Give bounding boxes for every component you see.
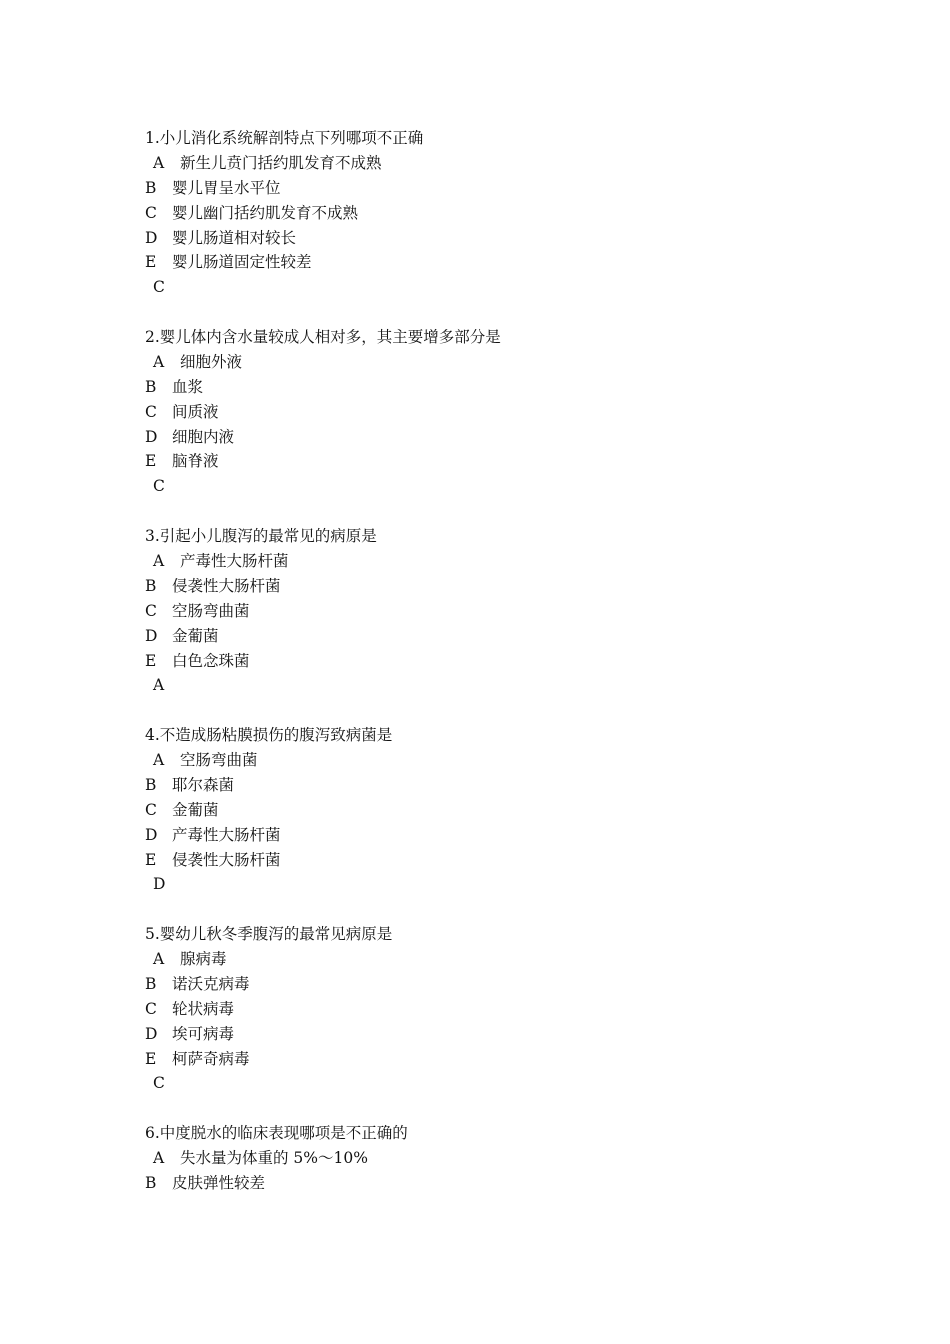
question-block bbox=[145, 524, 845, 698]
question-stem: 1.小儿消化系统解剖特点下列哪项不正确 bbox=[145, 129, 424, 147]
option-text: 失水量为体重的 5%～10% bbox=[180, 1149, 368, 1168]
question-block bbox=[145, 126, 845, 300]
option-letter: A bbox=[153, 153, 165, 172]
option-text: 空肠弯曲菌 bbox=[172, 601, 250, 620]
option-d bbox=[145, 226, 845, 251]
option-d bbox=[145, 823, 845, 848]
option-letter: B bbox=[145, 377, 157, 396]
option-text: 金葡菌 bbox=[172, 626, 219, 645]
question-stem: 4.不造成肠粘膜损伤的腹泻致病菌是 bbox=[145, 726, 393, 745]
option-letter: E bbox=[145, 651, 157, 670]
answer-key: C bbox=[153, 1074, 165, 1093]
option-letter: C bbox=[145, 999, 157, 1018]
option-text: 产毒性大肠杆菌 bbox=[172, 825, 281, 844]
option-b bbox=[145, 574, 845, 599]
question-block bbox=[145, 922, 845, 1096]
option-text: 婴儿胃呈水平位 bbox=[172, 178, 281, 197]
answer-key: C bbox=[153, 278, 165, 297]
option-letter: B bbox=[145, 775, 157, 794]
question-stem: 5.婴幼儿秋冬季腹泻的最常见病原是 bbox=[145, 925, 393, 944]
option-text: 新生儿贲门括约肌发育不成熟 bbox=[180, 153, 382, 172]
option-b bbox=[145, 176, 845, 201]
option-e bbox=[145, 1047, 845, 1072]
question-list bbox=[145, 126, 845, 1221]
question-stem: 6.中度脱水的临床表现哪项是不正确的 bbox=[145, 1124, 408, 1143]
question-block bbox=[145, 325, 845, 499]
option-a bbox=[145, 151, 845, 176]
question-stem: 3.引起小儿腹泻的最常见的病原是 bbox=[145, 527, 377, 546]
option-d bbox=[145, 1022, 845, 1047]
option-text: 婴儿肠道相对较长 bbox=[172, 228, 297, 247]
option-letter: D bbox=[145, 825, 158, 844]
option-text: 侵袭性大肠杆菌 bbox=[172, 850, 281, 869]
option-e bbox=[145, 649, 845, 674]
option-text: 耶尔森菌 bbox=[172, 775, 235, 794]
option-letter: C bbox=[145, 203, 157, 222]
option-text: 产毒性大肠杆菌 bbox=[180, 551, 289, 570]
option-e bbox=[145, 848, 845, 873]
option-letter: B bbox=[145, 576, 157, 595]
option-letter: E bbox=[145, 452, 157, 471]
option-letter: B bbox=[145, 178, 157, 197]
option-a bbox=[145, 748, 845, 773]
option-a bbox=[145, 947, 845, 972]
option-text: 金葡菌 bbox=[172, 800, 219, 819]
option-text: 婴儿肠道固定性较差 bbox=[172, 253, 312, 272]
option-b bbox=[145, 1171, 845, 1196]
option-letter: B bbox=[145, 1173, 157, 1192]
option-text: 细胞外液 bbox=[180, 352, 243, 371]
option-e bbox=[145, 449, 845, 474]
option-letter: D bbox=[145, 228, 158, 247]
option-letter: C bbox=[145, 800, 157, 819]
option-text: 细胞内液 bbox=[172, 427, 235, 446]
option-letter: A bbox=[153, 750, 165, 769]
option-text: 埃可病毒 bbox=[172, 1024, 235, 1043]
option-text: 血浆 bbox=[172, 377, 204, 396]
answer-key: A bbox=[153, 676, 165, 695]
option-text: 诺沃克病毒 bbox=[172, 974, 250, 993]
option-letter: E bbox=[145, 850, 157, 869]
option-c bbox=[145, 201, 845, 226]
question-stem: 2.婴儿体内含水量较成人相对多，其主要增多部分是 bbox=[145, 328, 501, 347]
option-text: 脑脊液 bbox=[172, 452, 219, 471]
option-e bbox=[145, 250, 845, 275]
option-letter: E bbox=[145, 253, 157, 272]
option-b bbox=[145, 375, 845, 400]
option-c bbox=[145, 400, 845, 425]
option-text: 婴儿幽门括约肌发育不成熟 bbox=[172, 203, 359, 222]
option-c bbox=[145, 798, 845, 823]
option-text: 腺病毒 bbox=[180, 950, 227, 969]
option-letter: A bbox=[153, 950, 165, 969]
option-text: 皮肤弹性较差 bbox=[172, 1173, 266, 1192]
option-a bbox=[145, 549, 845, 574]
option-b bbox=[145, 773, 845, 798]
answer-key: C bbox=[153, 477, 165, 496]
option-text: 轮状病毒 bbox=[172, 999, 235, 1018]
question-block bbox=[145, 723, 845, 897]
answer-key: D bbox=[153, 875, 166, 894]
option-text: 柯萨奇病毒 bbox=[172, 1049, 250, 1068]
option-text: 白色念珠菌 bbox=[172, 651, 250, 670]
option-letter: E bbox=[145, 1049, 157, 1068]
option-a bbox=[145, 1146, 845, 1171]
question-block bbox=[145, 1121, 845, 1196]
option-letter: A bbox=[153, 352, 165, 371]
option-letter: C bbox=[145, 402, 157, 421]
option-text: 间质液 bbox=[172, 402, 219, 421]
option-letter: D bbox=[145, 626, 158, 645]
option-a bbox=[145, 350, 845, 375]
option-letter: D bbox=[145, 1024, 158, 1043]
option-letter: C bbox=[145, 601, 157, 620]
option-letter: B bbox=[145, 974, 157, 993]
option-text: 侵袭性大肠杆菌 bbox=[172, 576, 281, 595]
option-d bbox=[145, 624, 845, 649]
option-text: 空肠弯曲菌 bbox=[180, 750, 258, 769]
option-d bbox=[145, 425, 845, 450]
option-c bbox=[145, 599, 845, 624]
option-b bbox=[145, 972, 845, 997]
option-c bbox=[145, 997, 845, 1022]
option-letter: D bbox=[145, 427, 158, 446]
option-letter: A bbox=[153, 1149, 165, 1168]
option-letter: A bbox=[153, 551, 165, 570]
